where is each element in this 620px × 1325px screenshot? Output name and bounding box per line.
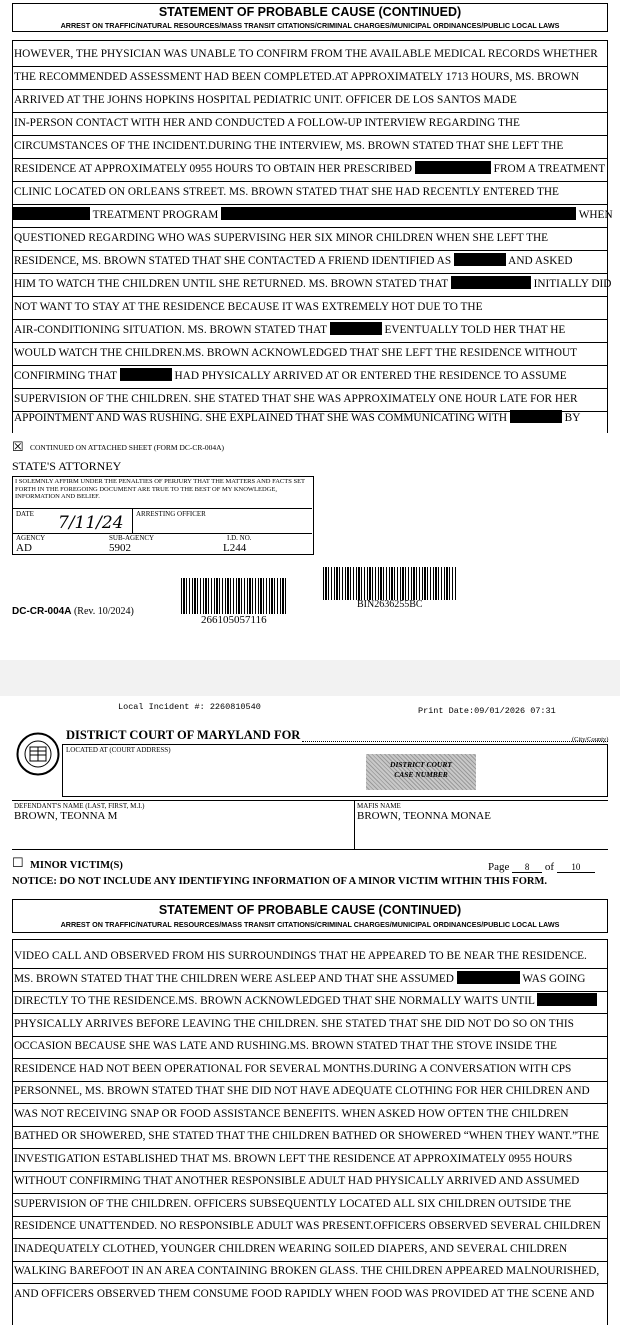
narrative-line: THE RECOMMENDED ASSESSMENT HAD BEEN COMPLETED.AT APPROXIMATELY 1713 HOURS, MS. BROWN (12, 67, 608, 90)
narrative-line: RESIDENCE AT APPROXIMATELY 0955 HOURS TO OBTAIN HER PRESCRIBED FROM A TREATMENT (12, 159, 608, 182)
redaction-block (510, 410, 562, 423)
narrative-line: WAS NOT RECEIVING SNAP OR FOOD ASSISTANCE BENEFITS. WHEN ASKED HOW OFTEN THE CHILDREN (12, 1104, 608, 1127)
narrative-line: TREATMENT PROGRAM WHEN (12, 205, 608, 228)
case-number-label-1: DISTRICT COURT (390, 760, 452, 769)
redaction-block (457, 971, 520, 984)
print-date: Print Date:09/01/2026 07:31 (418, 706, 556, 716)
narrative-line: WALKING BAREFOOT IN AN AREA CONTAINING BROKEN GLASS. THE CHILDREN APPEARED MALNOURISHED, (12, 1261, 608, 1284)
page-num: 8 (512, 862, 542, 873)
minor-victim-checkbox[interactable]: ☐ (12, 855, 24, 870)
redaction-block (454, 253, 506, 266)
narrative-line: VIDEO CALL AND OBSERVED FROM HIS SURROUNDINGS THAT HE APPEARED TO BE NEAR THE RESIDENCE. (12, 946, 608, 969)
narrative-line: SUPERVISION OF THE CHILDREN. OFFICERS SUBSEQUENTLY LOCATED ALL SIX CHILDREN OUTSIDE THE (12, 1194, 608, 1217)
narrative-line: APPOINTMENT AND WAS RUSHING. SHE EXPLAINED THAT SHE WAS COMMUNICATING WITH BY (14, 412, 581, 424)
narrative-line: INVESTIGATION ESTABLISHED THAT MS. BROWN LEFT THE RESIDENCE AT APPROXIMATELY 0955 HOURS (12, 1149, 608, 1172)
narrative-line: BATHED OR SHOWERED, SHE STATED THAT THE CHILDREN BATHED OR SHOWERED “WHEN THEY WANT.”THE (12, 1126, 608, 1149)
affirmation-text: I SOLEMNLY AFFIRM UNDER THE PENALTIES OF PERJURY THAT THE MATTERS AND FACTS SET FORTH IN THE FOREGOING DOCUMENT ARE TRUE TO THE BEST OF MY KNOWLEDGE, INFORMATION AND BELIEF. (15, 478, 305, 500)
court-seal-icon (16, 732, 60, 776)
narrative-line: PHYSICALLY ARRIVES BEFORE LEAVING THE CHILDREN. SHE STATED THAT SHE DID NOT DO SO ON THIS (12, 1014, 608, 1037)
narrative-line: RESIDENCE, MS. BROWN STATED THAT SHE CONTACTED A FRIEND IDENTIFIED AS AND ASKED (12, 251, 608, 274)
court-title: DISTRICT COURT OF MARYLAND FOR (66, 728, 301, 742)
notice-text: NOTICE: DO NOT INCLUDE ANY IDENTIFYING INFORMATION OF A MINOR VICTIM WITHIN THIS FORM. (12, 876, 547, 887)
arresting-officer-label: ARRESTING OFFICER (136, 510, 206, 518)
pc-header-1 (12, 3, 608, 32)
page-total: 10 (557, 862, 595, 873)
narrative-line: CONFIRMING THAT HAD PHYSICALLY ARRIVED AT OR ENTERED THE RESIDENCE TO ASSUME (12, 366, 608, 389)
court-title-underline (302, 741, 608, 742)
redaction-block (12, 207, 90, 220)
form-revision: (Rev. 10/2024) (73, 606, 134, 617)
narrative-line: WOULD WATCH THE CHILDREN.MS. BROWN ACKNOWLEDGED THAT SHE LEFT THE RESIDENCE WITHOUT (12, 343, 608, 366)
subagency-label: SUB-AGENCY (109, 534, 155, 542)
case-number-stamp (366, 754, 476, 790)
narrative-line: AIR-CONDITIONING SITUATION. MS. BROWN STATED THAT EVENTUALLY TOLD HER THAT HE (12, 320, 608, 343)
court-address-box (62, 744, 608, 797)
defendant-label: DEFENDANT'S NAME (LAST, FIRST, M.I.) (14, 802, 145, 810)
narrative-line: MS. BROWN STATED THAT THE CHILDREN WERE ASLEEP AND THAT SHE ASSUMED WAS GOING (12, 969, 608, 992)
form-id (12, 606, 134, 617)
pc-header-2 (12, 899, 608, 933)
redaction-block (221, 207, 576, 220)
agency-value: AD (16, 542, 32, 554)
narrative-line: OCCASION BECAUSE SHE WAS LATE AND RUSHING.MS. BROWN STATED THAT THE STOVE INSIDE THE (12, 1036, 608, 1059)
mafis-label: MAFIS NAME (357, 802, 401, 810)
narrative-line: SUPERVISION OF THE CHILDREN. SHE STATED THAT SHE WAS APPROXIMATELY ONE HOUR LATE FOR HER (12, 389, 608, 412)
redaction-block (451, 276, 531, 289)
local-incident: Local Incident #: 2260810540 (118, 702, 261, 712)
narrative-line: HIM TO WATCH THE CHILDREN UNTIL SHE RETURNED. MS. BROWN STATED THAT INITIALLY DID (12, 274, 608, 297)
narrative-line: DIRECTLY TO THE RESIDENCE.MS. BROWN ACKNOWLEDGED THAT SHE NORMALLY WAITS UNTIL (12, 991, 608, 1014)
date-label: DATE (16, 510, 34, 518)
narrative-line: AND OFFICERS OBSERVED THEM CONSUME FOOD RAPIDLY WHEN FOOD WAS PROVIDED AT THE SCENE AND (14, 1288, 595, 1300)
narrative-line: INADEQUATELY CLOTHED, YOUNGER CHILDREN WEARING SOILED DIAPERS, AND SEVERAL CHILDREN (12, 1239, 608, 1262)
idno-label: I.D. NO. (227, 534, 252, 542)
continued-text: CONTINUED ON ATTACHED SHEET (FORM DC-CR-004A) (30, 443, 225, 452)
idno-value: L244 (223, 542, 247, 554)
narrative-line: WITHOUT CONFIRMING THAT ANOTHER RESPONSIBLE ADULT HAD PHYSICALLY ARRIVED AND ASSUMED (12, 1171, 608, 1194)
narrative-line: NOT WANT TO STAY AT THE RESIDENCE BECAUSE IT WAS EXTREMELY HOT DUE TO THE (12, 297, 608, 320)
barcode-2-text: BIN2636255BC (357, 599, 423, 610)
pc-header-subtitle: ARREST ON TRAFFIC/NATURAL RESOURCES/MASS TRANSIT CITATIONS/CRIMINAL CHARGES/MUNICIPAL ORDINANCES/PUBLIC LOCAL LAWS (60, 920, 560, 929)
page-1 (0, 0, 620, 660)
states-attorney-label: STATE'S ATTORNEY (12, 459, 122, 473)
defendant-value: BROWN, TEONNA M (14, 810, 118, 822)
subagency-value: 5902 (109, 542, 131, 554)
defendant-box (12, 800, 608, 850)
narrative-line: IN-PERSON CONTACT WITH HER AND CONDUCTED A FOLLOW-UP INTERVIEW REGARDING THE (12, 113, 608, 136)
narrative-line: PERSONNEL, MS. BROWN STATED THAT SHE DID NOT HAVE ADEQUATE CLOTHING FOR HER CHILDREN AND (12, 1081, 608, 1104)
case-number-label-2: CASE NUMBER (394, 770, 448, 779)
affirmation-box (12, 476, 314, 555)
narrative-line: HOWEVER, THE PHYSICIAN WAS UNABLE TO CONFIRM FROM THE AVAILABLE MEDICAL RECORDS WHETHER (12, 44, 608, 67)
date-cell (13, 508, 133, 533)
pc-header-title: STATEMENT OF PROBABLE CAUSE (CONTINUED) (158, 5, 462, 19)
redaction-block (120, 368, 172, 381)
mafis-value: BROWN, TEONNA MONAE (357, 810, 491, 822)
barcode-1-text: 266105057116 (201, 614, 267, 626)
agency-label: AGENCY (16, 534, 46, 542)
pc-header-subtitle: ARREST ON TRAFFIC/NATURAL RESOURCES/MASS TRANSIT CITATIONS/CRIMINAL CHARGES/MUNICIPAL ORDINANCES/PUBLIC LOCAL LAWS (60, 21, 560, 30)
narrative-line: QUESTIONED REGARDING WHO WAS SUPERVISING HER SIX MINOR CHILDREN WHEN SHE LEFT THE (12, 228, 608, 251)
narrative-line: CLINIC LOCATED ON ORLEANS STREET. MS. BROWN STATED THAT SHE HAD RECENTLY ENTERED THE (12, 182, 608, 205)
page-gap (0, 660, 620, 696)
form-number: DC-CR-004A (12, 606, 72, 617)
city-county-label: (City/County) (572, 736, 609, 743)
mafis-divider (354, 801, 355, 849)
barcode-2 (323, 567, 456, 600)
narrative-line: RESIDENCE HAD NOT BEEN OPERATIONAL FOR SEVERAL MONTHS.DURING A CONVERSATION WITH CPS (12, 1059, 608, 1082)
page-number (488, 861, 595, 873)
redaction-block (415, 161, 491, 174)
continued-checkbox[interactable]: ☒ (12, 439, 24, 454)
page-2 (0, 696, 620, 1325)
narrative-line: CIRCUMSTANCES OF THE INCIDENT.DURING THE INTERVIEW, MS. BROWN STATED THAT SHE LEFT THE (12, 136, 608, 159)
redaction-block (330, 322, 382, 335)
redaction-block (537, 993, 597, 1006)
of-label: of (544, 861, 555, 873)
agency-cell (13, 533, 312, 554)
minor-victim-label: MINOR VICTIM(S) (30, 860, 123, 871)
narrative-line: ARRIVED AT THE JOHNS HOPKINS HOSPITAL PEDIATRIC UNIT. OFFICER DE LOS SANTOS MADE (12, 90, 608, 113)
located-at-label: LOCATED AT (COURT ADDRESS) (66, 746, 171, 754)
arresting-officer-cell (133, 508, 312, 533)
pc-header-title: STATEMENT OF PROBABLE CAUSE (CONTINUED) (158, 903, 462, 917)
narrative-line: RESIDENCE UNATTENDED. NO RESPONSIBLE ADULT WAS PRESENT.OFFICERS OBSERVED SEVERAL CHILDREN (12, 1216, 608, 1239)
page-label: Page (488, 861, 510, 873)
date-value: 7/11/24 (58, 513, 124, 533)
barcode-1 (181, 578, 287, 614)
